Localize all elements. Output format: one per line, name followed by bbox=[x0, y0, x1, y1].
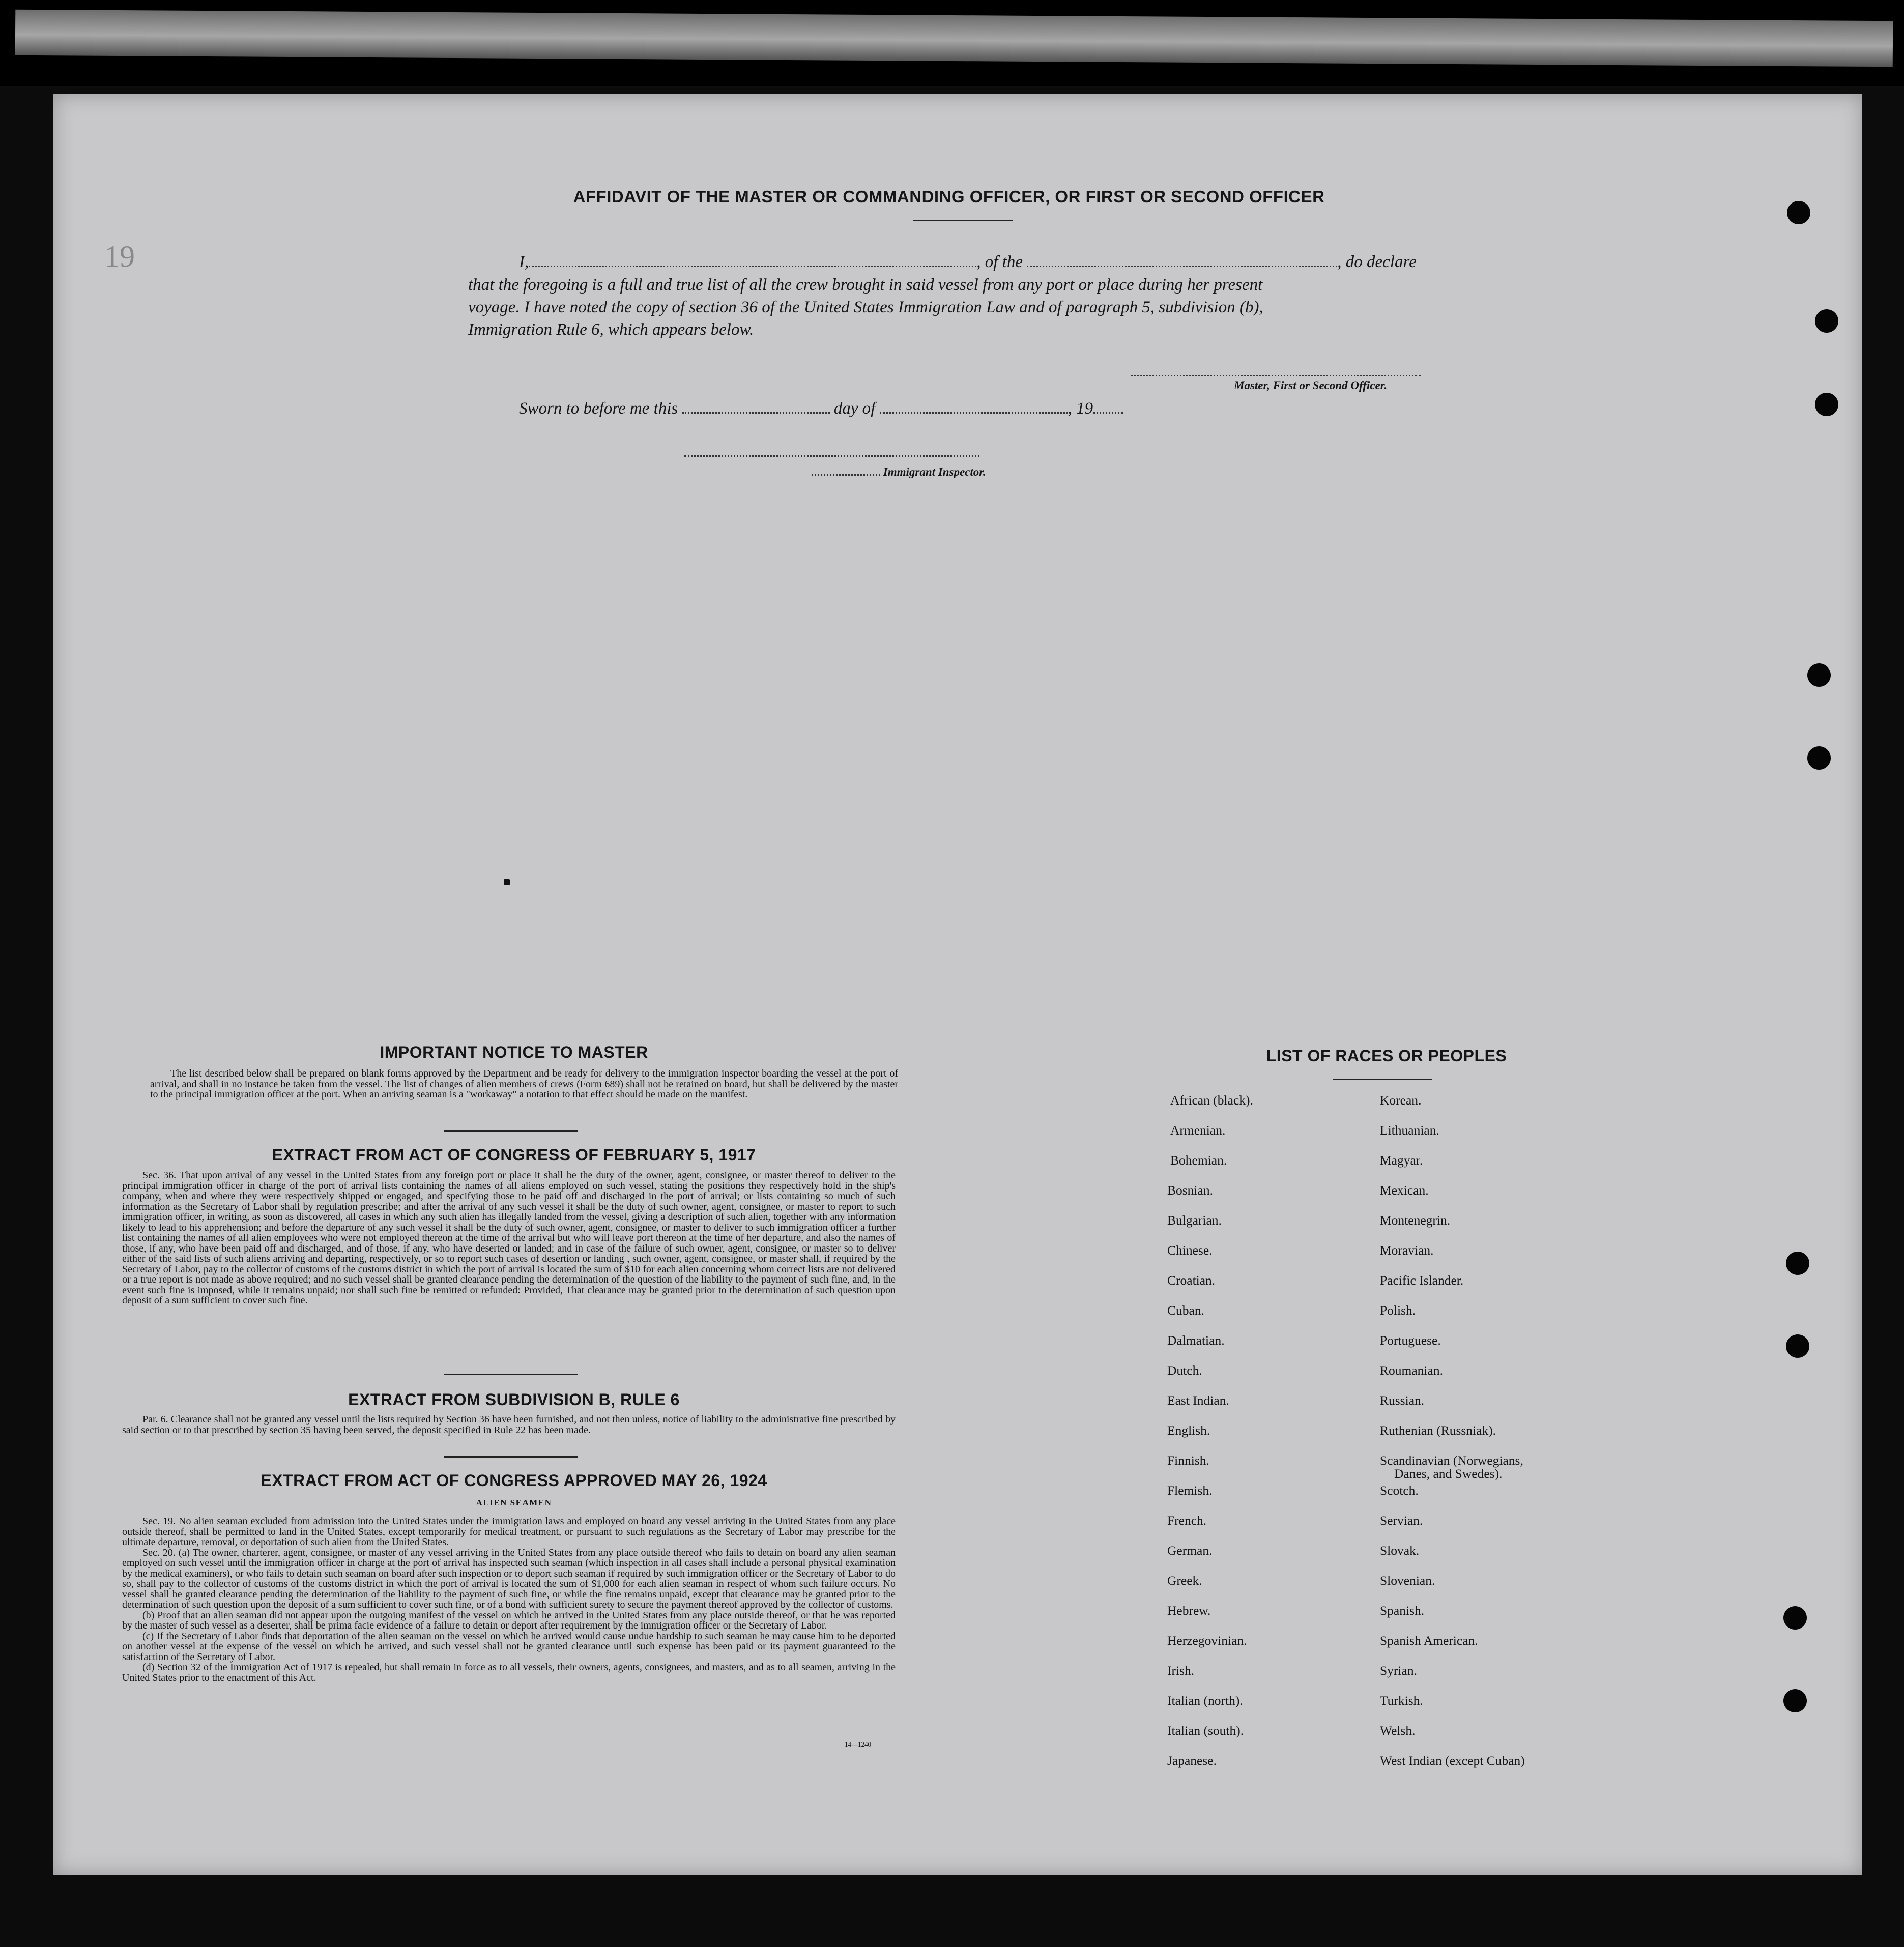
race-item: East Indian. bbox=[1167, 1393, 1229, 1408]
race-item: Montenegrin. bbox=[1380, 1213, 1451, 1228]
day-of-label: day of bbox=[833, 399, 876, 418]
punch-hole bbox=[1786, 1252, 1809, 1275]
sec20c-paragraph: (c) If the Secretary of Labor finds that deportation of the alien seaman on the vessel on which he arrived would cause undue hardship to such seaman he may cause him to be deported on another vessel at the expense of the vessel on which he arrived, and such vessel shall not be granted clearance until such expense has been paid or its payment guaranteed to the satisfaction of the Secretary of Labor. bbox=[122, 1630, 896, 1663]
race-item: Dalmatian. bbox=[1167, 1333, 1225, 1348]
race-item: Korean. bbox=[1380, 1093, 1422, 1108]
master-signature-label: Master, First or Second Officer. bbox=[1234, 379, 1388, 392]
race-item: West Indian (except Cuban) bbox=[1380, 1753, 1525, 1768]
race-item: Scandinavian (Norwegians, bbox=[1380, 1453, 1523, 1468]
race-item: Syrian. bbox=[1380, 1663, 1417, 1678]
affidavit-text-line: that the foregoing is a full and true list of all the crew brought in said vessel from any port or place during her present bbox=[468, 276, 1263, 294]
punch-hole bbox=[1807, 746, 1831, 770]
race-item: Spanish. bbox=[1380, 1603, 1425, 1618]
race-item: German. bbox=[1167, 1543, 1213, 1558]
do-declare-label: , do declare bbox=[1337, 253, 1417, 271]
race-item: Scotch. bbox=[1380, 1483, 1419, 1498]
sworn-line bbox=[519, 399, 1123, 418]
race-item: Italian (south). bbox=[1167, 1723, 1244, 1738]
rule6-title: EXTRACT FROM SUBDIVISION B, RULE 6 bbox=[348, 1390, 680, 1409]
race-item: French. bbox=[1167, 1513, 1207, 1528]
race-item: Slovak. bbox=[1380, 1543, 1420, 1558]
race-item: Armenian. bbox=[1170, 1123, 1226, 1138]
rule6-text: Par. 6. Clearance shall not be granted any vessel until the lists required by Section 36 have been furnished, and not then unless, notice of liability to the administrative fine prescribed by said section or to that prescribed by section 35 having been served, the deposit specified in Rule 22 has been made. bbox=[122, 1414, 896, 1436]
race-item: Ruthenian (Russniak). bbox=[1380, 1423, 1496, 1438]
year-prefix-label: , 19 bbox=[1068, 399, 1093, 418]
race-item-continuation: Danes, and Swedes). bbox=[1394, 1466, 1503, 1481]
race-item: Moravian. bbox=[1380, 1243, 1434, 1258]
race-item: Finnish. bbox=[1167, 1453, 1209, 1468]
race-item: English. bbox=[1167, 1423, 1210, 1438]
race-item: Roumanian. bbox=[1380, 1363, 1443, 1378]
sec20a-paragraph: Sec. 20. (a) The owner, charterer, agent, consignee, or master of any vessel arriving in the United States from any place outside thereof who fails to detain on board any alien seaman employed on such vessel until the immigration officer in charge at the port of arrival has inspected such seaman (which inspection in all cases shall include a personal physical examination by the medical examiners), or who fails to detain such seaman on board after such inspection or to deport such seaman if required by such immigration officer or the Secretary of Labor to do so, shall pay to the collector of customs of the customs district in which the port of arrival is located the sum of $1,000 for each alien seaman in respect of whom such failure occurs. No vessel shall be granted clearance pending the determination of the liability to the payment of such fine, or while the fine remains unpaid, except that clearance may be granted prior to the determination of such question upon the deposit of a sum sufficient to cover such fine, or of a bond with sufficient surety to secure the payment thereof approved by the collector of customs. bbox=[122, 1547, 896, 1610]
affidavit-text-line: Immigration Rule 6, which appears below. bbox=[468, 321, 754, 339]
race-item: Italian (north). bbox=[1167, 1693, 1243, 1708]
races-title: LIST OF RACES OR PEOPLES bbox=[1266, 1047, 1507, 1065]
title-underline bbox=[913, 220, 1013, 221]
race-item: Greek. bbox=[1167, 1573, 1202, 1588]
name-field[interactable] bbox=[529, 266, 976, 267]
alien-seamen-subtitle: ALIEN SEAMEN bbox=[476, 1498, 552, 1507]
year-field[interactable] bbox=[1093, 412, 1123, 414]
sec19-paragraph: Sec. 19. No alien seaman excluded from admission into the United States under the immigration laws and employed on board any vessel arriving in the United States from any place outside thereof, shall be permitted to land in the United States, except temporarily for medical treatment, or pursuant to such regulations as the Secretary of Labor may prescribe for the ultimate departure, removal, or deportation of such alien from the United States. bbox=[122, 1516, 896, 1548]
race-item: Servian. bbox=[1380, 1513, 1423, 1528]
race-item: Chinese. bbox=[1167, 1243, 1213, 1258]
race-item: Hebrew. bbox=[1167, 1603, 1211, 1618]
race-item: Bosnian. bbox=[1167, 1183, 1213, 1198]
punch-hole bbox=[1815, 309, 1838, 333]
punch-hole bbox=[1783, 1606, 1807, 1630]
race-item: Irish. bbox=[1167, 1663, 1195, 1678]
margin-page-mark: 19 bbox=[104, 240, 135, 273]
race-item: Slovenian. bbox=[1380, 1573, 1435, 1588]
race-item: Turkish. bbox=[1380, 1693, 1423, 1708]
extract-1917-title: EXTRACT FROM ACT OF CONGRESS OF FEBRUARY 5, 1917 bbox=[272, 1146, 756, 1164]
affidavit-title: AFFIDAVIT OF THE MASTER OR COMMANDING OFFICER, OR FIRST OR SECOND OFFICER bbox=[573, 187, 1325, 206]
notice-text: The list described below shall be prepared on blank forms approved by the Department and be ready for delivery to the immigration inspector boarding the vessel at the port of arrival, and shall in no instance be taken from the vessel. The list of changes of alien members of crews (Form 689) shall not be retained on board, but shall be delivered by the master to the principal immigration officer at the port. When an arriving seaman is a "workaway" a notation to that effect should be made on the manifest. bbox=[150, 1068, 898, 1100]
race-item: Lithuanian. bbox=[1380, 1123, 1439, 1138]
of-the-label: , of the bbox=[976, 253, 1023, 271]
affidavit-text-line: voyage. I have noted the copy of section 36 of the United States Immigration Law and of paragraph 5, subdivision (b), bbox=[468, 298, 1263, 316]
race-item: Magyar. bbox=[1380, 1153, 1423, 1168]
punch-hole bbox=[1787, 201, 1810, 224]
race-item: Russian. bbox=[1380, 1393, 1425, 1408]
race-item: Croatian. bbox=[1167, 1273, 1216, 1288]
sec20b-paragraph: (b) Proof that an alien seaman did not appear upon the outgoing manifest of the vessel on which he arrived in the United States from any place outside thereof, or that he was reported by the master of such vessel as a deserter, shall be prima facie evidence of a failure to detain or deport after requirement by the immigration officer or the Secretary of Labor. bbox=[122, 1609, 896, 1631]
race-item: Spanish American. bbox=[1380, 1633, 1478, 1648]
month-field[interactable] bbox=[880, 412, 1068, 414]
race-item: Bulgarian. bbox=[1167, 1213, 1222, 1228]
race-item: Welsh. bbox=[1380, 1723, 1416, 1738]
punch-hole bbox=[1807, 663, 1831, 687]
race-item: Bohemian. bbox=[1170, 1153, 1227, 1168]
races-title-underline bbox=[1333, 1079, 1432, 1080]
affidavit-i-label: I, bbox=[519, 253, 529, 271]
race-item: Herzegovinian. bbox=[1167, 1633, 1247, 1648]
affidavit-declaration-line bbox=[519, 253, 1417, 272]
master-signature-line[interactable] bbox=[1131, 375, 1421, 376]
race-item: Pacific Islander. bbox=[1380, 1273, 1464, 1288]
punch-hole bbox=[1783, 1689, 1807, 1712]
race-item: Mexican. bbox=[1380, 1183, 1429, 1198]
form-code: 14—1240 bbox=[845, 1740, 871, 1748]
race-item: Portuguese. bbox=[1380, 1333, 1441, 1348]
inspector-signature-line[interactable] bbox=[684, 455, 979, 457]
race-item: Cuban. bbox=[1167, 1303, 1204, 1318]
notice-title: IMPORTANT NOTICE TO MASTER bbox=[380, 1043, 648, 1061]
punch-hole bbox=[1815, 393, 1838, 416]
race-item: Polish. bbox=[1380, 1303, 1416, 1318]
punch-hole bbox=[1786, 1334, 1809, 1358]
day-field[interactable] bbox=[682, 412, 830, 414]
section-divider bbox=[444, 1130, 578, 1132]
extract-1924-title: EXTRACT FROM ACT OF CONGRESS APPROVED MAY 26, 1924 bbox=[261, 1471, 767, 1490]
race-item: Japanese. bbox=[1167, 1753, 1217, 1768]
extract-1924-text bbox=[122, 1516, 896, 1683]
sworn-label: Sworn to before me this bbox=[519, 399, 678, 418]
section-divider bbox=[444, 1374, 578, 1375]
race-item: African (black). bbox=[1170, 1093, 1253, 1108]
race-item: Flemish. bbox=[1167, 1483, 1213, 1498]
sec20d-paragraph: (d) Section 32 of the Immigration Act of 1917 is repealed, but shall remain in force as to all vessels, their owners, agents, consignees, and masters, and as to all seamen, arriving in the United States prior to the enactment of this Act. bbox=[122, 1662, 896, 1683]
section-divider bbox=[444, 1456, 578, 1458]
inspector-label: Immigrant Inspector. bbox=[812, 466, 986, 479]
extract-1917-text: Sec. 36. That upon arrival of any vessel in the United States from any foreign port or place it shall be the duty of the owner, agent, consignee, or master thereof to deliver to the principal immigration officer in charge of the port of arrival lists containing the names of all aliens employed on such vessel, stating the positions they respectively hold in the ship's company, when and where they were respectively shipped or engaged, and specifying those to be paid off and discharged in the port of arrival; or lists containing so much of such information as the Secretary of Labor shall by regulation prescribe; and after the arrival of any such vessel it shall be the duty of such owner, agent, consignee, or master to report to such immigration officer, in writing, as soon as discovered, all cases in which any such alien has illegally landed from the vessel, giving a description of such alien, together with any information likely to lead to his apprehension; and before the departure of any such vessel it shall be the duty of such owner, agent, consignee, or master to deliver to such immigration officer a further list containing the names of all alien employees who were not employed thereon at the time of the arrival but who will leave port thereon at the time of her departure, and also the names of those, if any, who have been paid off and discharged, and of those, if any, who have deserted or landed; and in case of the failure of such owner, agent, consignee, or master so to deliver either of the said lists of such aliens arriving and departing, respectively, or so to report such cases of desertion or landing , such owner, agent, consignee, or master shall, if required by the Secretary of Labor, pay to the collector of customs of the customs district in which the port of arrival is located the sum of $10 for each alien concerning whom correct lists are not delivered or a true report is not made as above required; and no such vessel shall be granted clearance pending the determination of the question of the liability to the payment of such fine, and, in the event such fine is imposed, while it remains unpaid; nor shall such fine be remitted or refunded: Provided, That clearance may be granted prior to the determination of such question upon deposit of a sum sufficient to cover such fine. bbox=[122, 1170, 896, 1306]
vessel-field[interactable] bbox=[1027, 266, 1337, 267]
ink-speck bbox=[504, 879, 510, 885]
race-item: Dutch. bbox=[1167, 1363, 1202, 1378]
